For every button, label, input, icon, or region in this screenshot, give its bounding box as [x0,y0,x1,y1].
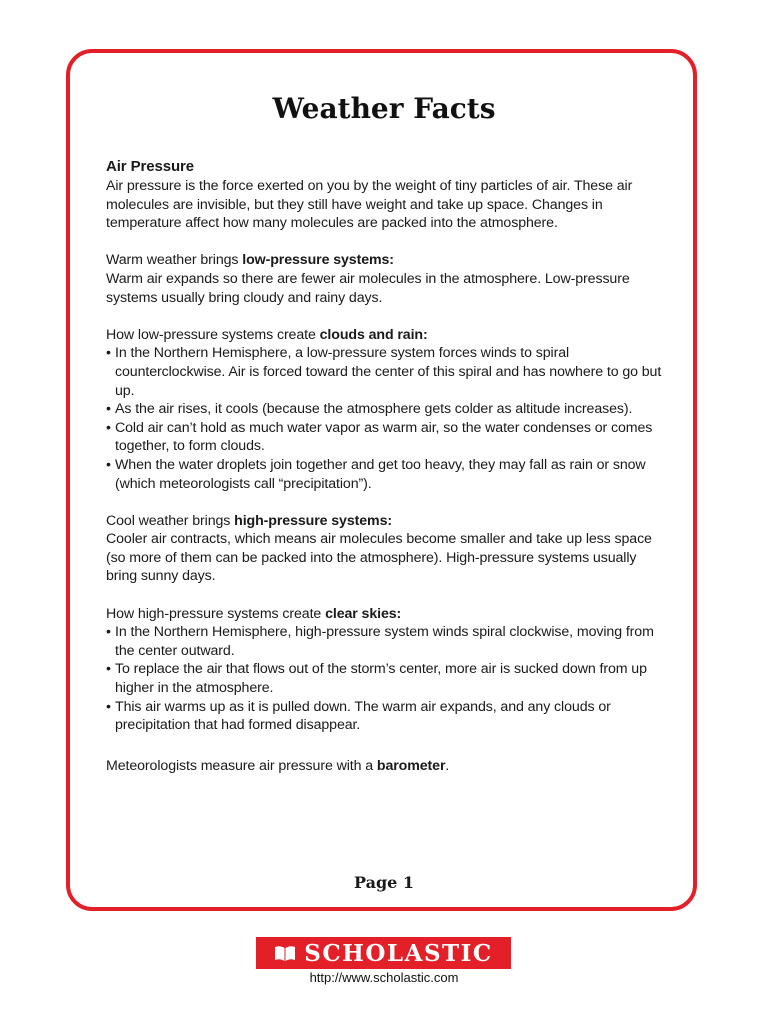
high-pressure-bullets [106,623,666,735]
logo-text: SCHOLASTIC [304,939,493,967]
intro-paragraph: Air pressure is the force exerted on you by the weight of tiny particles of air. These air molecules are invisible, but they still have weight and take up space. Changes in temperature affect how many molecules are packed into the atmosphere. [106,178,633,232]
scholastic-logo[interactable] [256,937,511,969]
section-heading: Air Pressure [106,158,195,175]
high-pressure-lead: Cool weather brings high-pressure systems: [106,512,392,529]
list-item: • In the Northern Hemisphere, high-pressure system winds spiral clockwise, moving from the center outward. [106,623,666,660]
barometer-term: barometer [376,758,446,775]
list-item: • To replace the air that flows out of the storm’s center, more air is sucked down from up higher in the atmosphere. [106,660,666,697]
high-pressure-term: high-pressure systems: [234,512,392,529]
low-pressure-bullets [106,344,666,493]
page-number: Page 1 [353,873,415,892]
low-pressure-lead: Warm weather brings low-pressure systems: [106,252,394,269]
clouds-and-rain-term: clouds and rain: [319,326,428,343]
high-pressure-paragraph: Cooler air contracts, which means air molecules become smaller and take up less space (so more of them can be packed into the atmosphere). High-pressure systems usually bring sunny days. [106,531,652,585]
page-title: Weather Facts [272,92,496,125]
list-item: • This air warms up as it is pulled down. The warm air expands, and any clouds or precipitation that had formed disappear. [106,698,666,735]
document-body [106,157,666,776]
closing-paragraph: Meteorologists measure air pressure with a barometer. [106,758,450,775]
high-pressure-how-lead: How high-pressure systems create clear skies: [106,605,402,622]
list-item: • When the water droplets join together and get too heavy, they may fall as rain or snow (which meteorologists call “precipitation”). [106,456,666,493]
low-pressure-paragraph: Warm air expands so there are fewer air molecules in the atmosphere. Low-pressure systems usually bring cloudy and rainy days. [106,270,630,306]
low-pressure-how-lead: How low-pressure systems create clouds and rain: [106,326,428,343]
list-item: • Cold air can’t hold as much water vapor as warm air, so the water condenses or comes together, to form clouds. [106,419,666,456]
clear-skies-term: clear skies: [325,605,402,622]
open-book-icon [274,944,296,962]
list-item: • As the air rises, it cools (because the atmosphere gets colder as altitude increases). [106,400,666,419]
website-link[interactable]: http://www.scholastic.com [309,970,459,985]
list-item: • In the Northern Hemisphere, a low-pressure system forces winds to spiral counterclockwise. Air is forced toward the center of this spiral and has nowhere to go but up. [106,344,666,400]
low-pressure-term: low-pressure systems: [242,252,394,269]
